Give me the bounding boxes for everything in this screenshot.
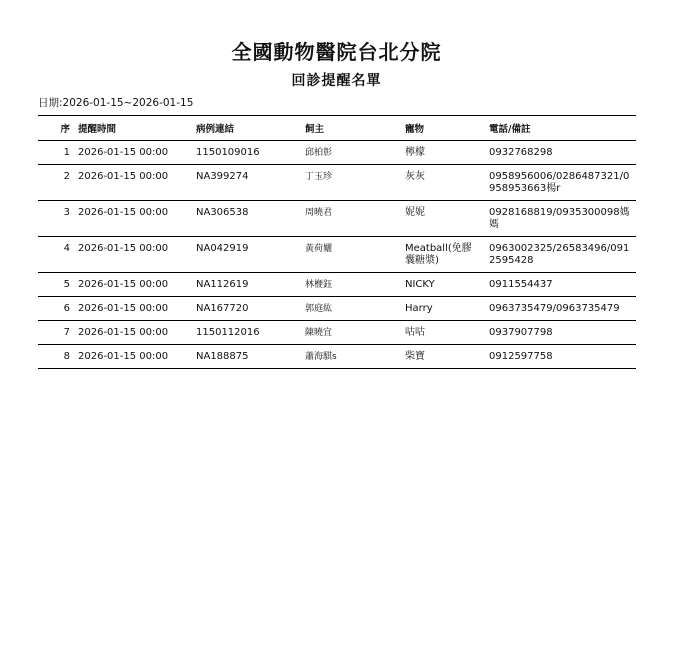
cell-seq: 3 xyxy=(38,201,74,237)
cell-phone-note: 0937907798 xyxy=(485,321,636,345)
cell-case-link: NA042919 xyxy=(192,237,301,273)
cell-phone-note: 0958956006/0286487321/0958953663楊r xyxy=(485,165,636,201)
cell-pet: 妮妮 xyxy=(401,201,485,237)
table-row xyxy=(38,165,636,201)
cell-pet: 咕咕 xyxy=(401,321,485,345)
column-header-owner: 飼主 xyxy=(301,116,401,141)
cell-owner: 陳曉宜 xyxy=(301,321,401,345)
table-row xyxy=(38,297,636,321)
cell-phone-note: 0963735479/0963735479 xyxy=(485,297,636,321)
table-row xyxy=(38,201,636,237)
cell-seq: 2 xyxy=(38,165,74,201)
cell-pet: 檸檬 xyxy=(401,141,485,165)
cell-case-link: NA306538 xyxy=(192,201,301,237)
cell-owner: 黃荷孋 xyxy=(301,237,401,273)
cell-phone-note: 0912597758 xyxy=(485,345,636,369)
table-body xyxy=(38,141,636,369)
cell-pet: Harry xyxy=(401,297,485,321)
cell-phone-note: 0928168819/0935300098媽媽 xyxy=(485,201,636,237)
cell-owner: 周曉君 xyxy=(301,201,401,237)
column-header-case: 病例連結 xyxy=(192,116,301,141)
cell-owner: 丁玉珍 xyxy=(301,165,401,201)
cell-owner: 林楩鈺 xyxy=(301,273,401,297)
cell-reminder-time: 2026-01-15 00:00 xyxy=(74,201,192,237)
column-header-phone: 電話/備註 xyxy=(485,116,636,141)
column-header-pet: 寵物 xyxy=(401,116,485,141)
table-row xyxy=(38,237,636,273)
cell-reminder-time: 2026-01-15 00:00 xyxy=(74,321,192,345)
cell-case-link: 1150109016 xyxy=(192,141,301,165)
cell-case-link: NA188875 xyxy=(192,345,301,369)
page-title: 全國動物醫院台北分院 xyxy=(231,40,442,64)
date-range: 日期:2026-01-15~2026-01-15 xyxy=(38,97,194,109)
cell-reminder-time: 2026-01-15 00:00 xyxy=(74,237,192,273)
cell-seq: 4 xyxy=(38,237,74,273)
cell-seq: 6 xyxy=(38,297,74,321)
column-header-time: 提醒時間 xyxy=(74,116,192,141)
cell-owner: 郭庭紘 xyxy=(301,297,401,321)
cell-pet: NICKY xyxy=(401,273,485,297)
cell-pet: 灰灰 xyxy=(401,165,485,201)
cell-phone-note: 0932768298 xyxy=(485,141,636,165)
column-header-seq: 序 xyxy=(38,116,74,141)
cell-owner: 邱柏彰 xyxy=(301,141,401,165)
table-header xyxy=(38,116,636,141)
cell-reminder-time: 2026-01-15 00:00 xyxy=(74,141,192,165)
table-row xyxy=(38,141,636,165)
table-row xyxy=(38,345,636,369)
page-subtitle: 回診提醒名單 xyxy=(291,73,382,89)
cell-phone-note: 0911554437 xyxy=(485,273,636,297)
reminder-table xyxy=(38,115,636,369)
header-row xyxy=(38,116,636,141)
cell-seq: 5 xyxy=(38,273,74,297)
cell-owner: 蕭海騏s xyxy=(301,345,401,369)
table-row xyxy=(38,273,636,297)
cell-reminder-time: 2026-01-15 00:00 xyxy=(74,345,192,369)
cell-case-link: NA112619 xyxy=(192,273,301,297)
cell-seq: 1 xyxy=(38,141,74,165)
cell-reminder-time: 2026-01-15 00:00 xyxy=(74,165,192,201)
table-row xyxy=(38,321,636,345)
cell-pet: Meatball(免膠囊糖漿) xyxy=(401,237,485,273)
cell-seq: 7 xyxy=(38,321,74,345)
cell-case-link: NA399274 xyxy=(192,165,301,201)
cell-case-link: 1150112016 xyxy=(192,321,301,345)
cell-reminder-time: 2026-01-15 00:00 xyxy=(74,273,192,297)
cell-reminder-time: 2026-01-15 00:00 xyxy=(74,297,192,321)
cell-pet: 柴寶 xyxy=(401,345,485,369)
cell-case-link: NA167720 xyxy=(192,297,301,321)
cell-phone-note: 0963002325/26583496/0912595428 xyxy=(485,237,636,273)
cell-seq: 8 xyxy=(38,345,74,369)
